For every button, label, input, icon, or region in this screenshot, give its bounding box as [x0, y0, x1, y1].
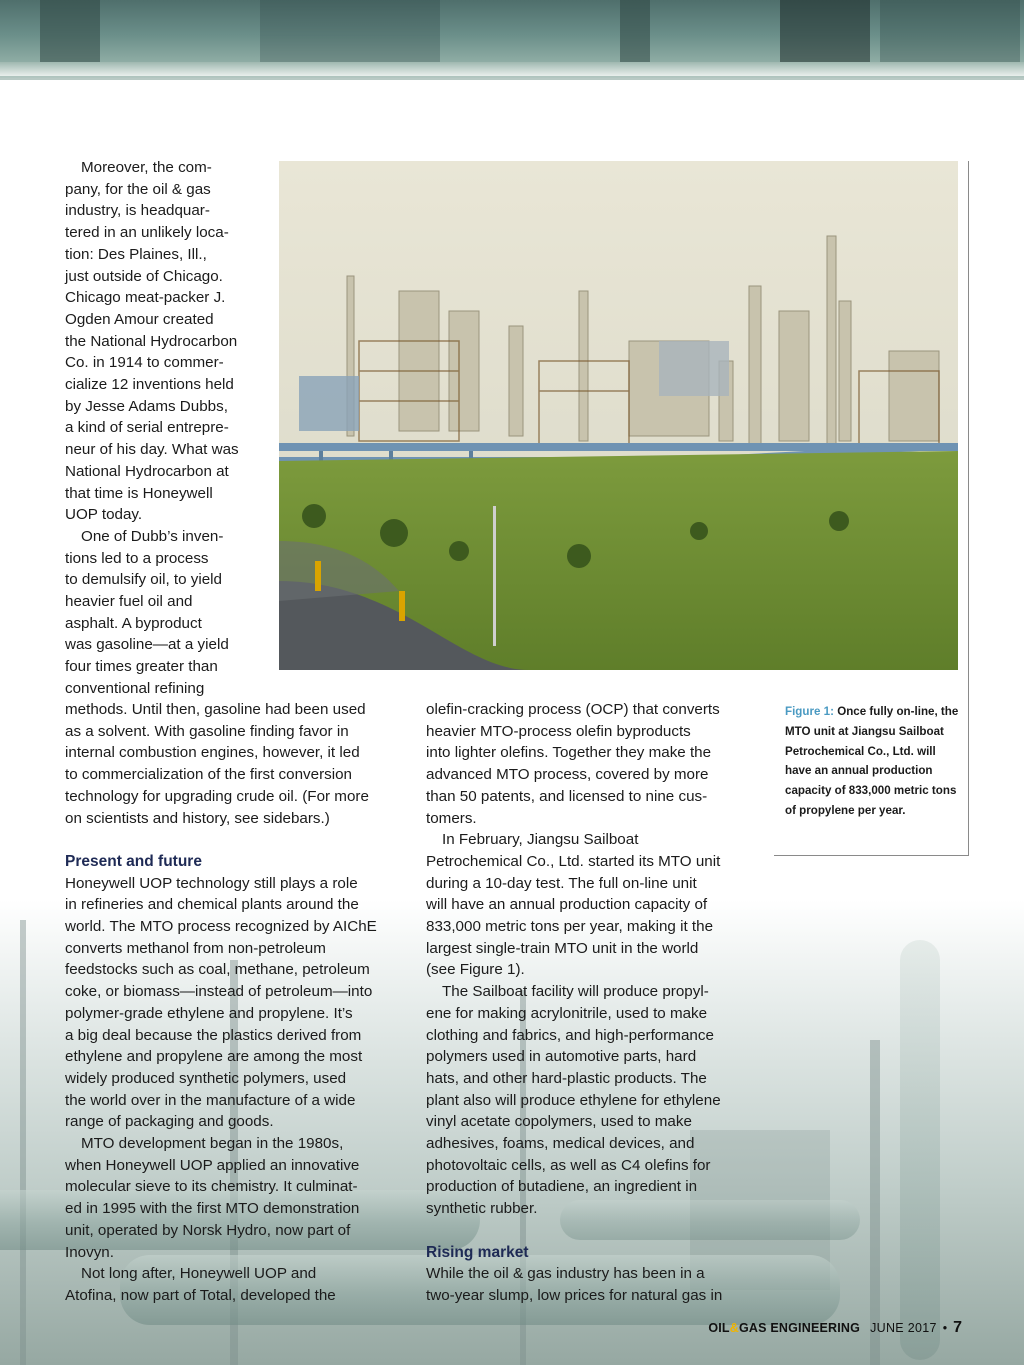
text-line: Chicago meat-packer J.	[65, 289, 226, 307]
text-line: The Sailboat facility will produce propyl-	[442, 983, 709, 1001]
article-column-2	[426, 699, 771, 1307]
article-column-1-narrow	[65, 157, 270, 700]
logo-ampersand: &	[729, 1321, 739, 1335]
banner-structure	[880, 0, 1020, 62]
text-line: than 50 patents, and licensed to nine cus-	[426, 787, 708, 805]
text-line: that time is Honeywell	[65, 484, 213, 502]
banner-pipe-band	[0, 62, 1024, 76]
text-line: tered in an unlikely loca-	[65, 224, 229, 242]
text-line: four times greater than	[65, 658, 218, 676]
text-line: unit, operated by Norsk Hydro, now part of	[65, 1221, 351, 1239]
banner-divider	[0, 78, 1024, 88]
text-line: range of packaging and goods.	[65, 1113, 274, 1131]
text-line: Atofina, now part of Total, developed the	[65, 1286, 336, 1304]
banner-structure	[620, 0, 650, 62]
figure-frame-right	[968, 161, 969, 855]
text-line: Honeywell UOP technology still plays a role	[65, 874, 358, 892]
text-line: tion: Des Plaines, Ill.,	[65, 245, 207, 263]
text-line: While the oil & gas industry has been in a	[426, 1265, 705, 1283]
banner-structure	[40, 0, 100, 62]
bg-post	[870, 1040, 880, 1365]
text-line: the National Hydrocarbon	[65, 332, 238, 350]
text-line: as a solvent. With gasoline finding favor in	[65, 722, 349, 740]
text-line: polymers used in automotive parts, hard	[426, 1048, 697, 1066]
text-line: conventional refining	[65, 679, 205, 697]
section-heading: Rising market	[426, 1243, 529, 1261]
figure-caption-text: Once fully on-line, the MTO unit at Jiangsu Sailboat Petrochemical Co., Ltd. will have an annual production capacity of 833,000 metric tons of propylene per year.	[785, 705, 959, 817]
text-line: widely produced synthetic polymers, used	[65, 1069, 347, 1087]
figure-caption	[785, 702, 961, 821]
figure-photo-mto-plant	[279, 161, 958, 670]
text-line: in refineries and chemical plants around the	[65, 896, 359, 914]
text-line: largest single-train MTO unit in the world	[426, 939, 699, 957]
text-line: clothing and fabrics, and high-performance	[426, 1026, 714, 1044]
text-line: feedstocks such as coal, methane, petroleum	[65, 961, 370, 979]
text-line: cialize 12 inventions held	[65, 376, 234, 394]
magazine-name: OIL&GAS ENGINEERING	[708, 1321, 861, 1335]
text-line: two-year slump, low prices for natural gas in	[426, 1286, 723, 1304]
text-line: on scientists and history, see sidebars.)	[65, 809, 330, 827]
text-line: neur of his day. What was	[65, 441, 239, 459]
text-line: technology for upgrading crude oil. (For more	[65, 787, 369, 805]
text-line: tomers.	[426, 809, 477, 827]
bg-pipe	[900, 940, 940, 1360]
text-line: world. The MTO process recognized by AIChE	[65, 918, 377, 936]
text-line: when Honeywell UOP applied an innovative	[65, 1156, 360, 1174]
text-line: coke, or biomass—instead of petroleum—into	[65, 983, 373, 1001]
text-line: Not long after, Honeywell UOP and	[81, 1265, 317, 1283]
text-line: ethylene and propylene are among the most	[65, 1048, 363, 1066]
text-line: methods. Until then, gasoline had been used	[65, 701, 366, 718]
text-line: heavier fuel oil and	[65, 593, 193, 611]
text-line: pany, for the oil & gas	[65, 180, 211, 198]
page-number: 7	[953, 1319, 962, 1336]
figure-label: Figure 1:	[785, 705, 834, 718]
text-line: Moreover, the com-	[81, 159, 212, 176]
text-line: molecular sieve to its chemistry. It culminat-	[65, 1178, 358, 1196]
text-line: hats, and other hard-plastic products. The	[426, 1069, 707, 1087]
text-line: Petrochemical Co., Ltd. started its MTO unit	[426, 852, 721, 870]
text-line: internal combustion engines, however, it led	[65, 744, 360, 762]
text-line: will have an annual production capacity of	[426, 896, 708, 914]
text-line: to demulsify oil, to yield	[65, 571, 223, 589]
issue-date: JUNE 2017	[870, 1321, 937, 1335]
text-line: just outside of Chicago.	[65, 267, 223, 285]
text-line: during a 10-day test. The full on-line unit	[426, 874, 697, 892]
text-line: 833,000 metric tons per year, making it the	[426, 918, 714, 936]
text-line: adhesives, foams, medical devices, and	[426, 1135, 695, 1153]
text-line: Inovyn.	[65, 1243, 114, 1261]
text-line: ed in 1995 with the first MTO demonstration	[65, 1200, 360, 1218]
text-line: the world over in the manufacture of a wide	[65, 1091, 356, 1109]
text-line: advanced MTO process, covered by more	[426, 766, 709, 784]
footer-separator: •	[942, 1321, 948, 1335]
text-line: One of Dubb’s inven-	[81, 527, 224, 545]
section-spacer	[65, 829, 410, 851]
text-line: Co. in 1914 to commer-	[65, 354, 224, 372]
text-line: Ogden Amour created	[65, 310, 214, 328]
text-line: (see Figure 1).	[426, 961, 525, 979]
text-line: In February, Jiangsu Sailboat	[442, 831, 639, 849]
text-line: photovoltaic cells, as well as C4 olefins for	[426, 1156, 711, 1174]
text-line: industry, is headquar-	[65, 202, 210, 220]
text-line: vinyl acetate copolymers, used to make	[426, 1113, 692, 1131]
text-line: ene for making acrylonitrile, used to make	[426, 1004, 708, 1022]
text-line: olefin-cracking process (OCP) that converts	[426, 701, 720, 718]
banner-structure	[780, 0, 870, 62]
text-line: National Hydrocarbon at	[65, 462, 229, 480]
article-column-1-wide	[65, 699, 410, 1307]
text-line: tions led to a process	[65, 549, 209, 567]
text-line: was gasoline—at a yield	[65, 636, 229, 654]
bg-post	[20, 920, 26, 1365]
section-heading: Present and future	[65, 852, 202, 870]
text-line: a kind of serial entrepre-	[65, 419, 229, 437]
header-banner-image	[0, 0, 1024, 88]
text-line: to commercialization of the first conversion	[65, 766, 352, 784]
text-line: converts methanol from non-petroleum	[65, 939, 326, 957]
text-line: plant also will produce ethylene for ethylene	[426, 1091, 721, 1109]
text-line: production of butadiene, an ingredient in	[426, 1178, 698, 1196]
text-line: MTO development began in the 1980s,	[81, 1135, 344, 1153]
text-line: polymer-grade ethylene and propylene. It’s	[65, 1004, 353, 1022]
text-line: synthetic rubber.	[426, 1200, 538, 1218]
page-footer	[708, 1318, 962, 1338]
text-line: into lighter olefins. Together they make the	[426, 744, 712, 762]
section-spacer	[426, 1220, 771, 1242]
text-line: a big deal because the plastics derived from	[65, 1026, 362, 1044]
text-line: UOP today.	[65, 506, 143, 524]
text-line: asphalt. A byproduct	[65, 614, 202, 632]
banner-structure	[260, 0, 440, 62]
text-line: by Jesse Adams Dubbs,	[65, 397, 228, 415]
figure-frame-bottom	[774, 855, 969, 856]
text-line: heavier MTO-process olefin byproducts	[426, 722, 691, 740]
